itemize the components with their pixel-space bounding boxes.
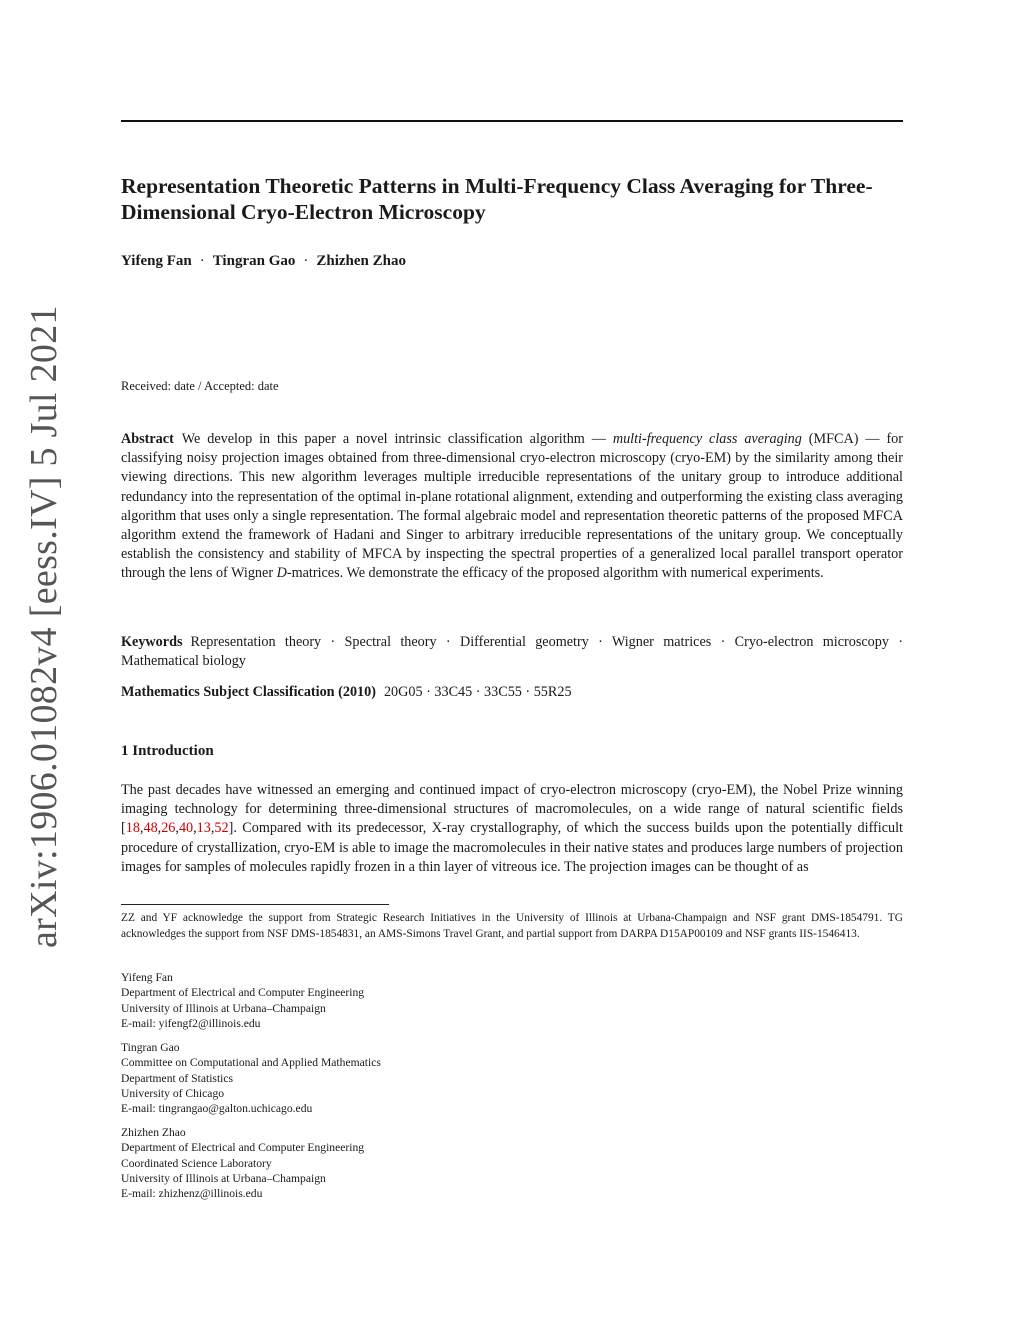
citation-link[interactable]: 13 — [196, 820, 211, 837]
author-separator: · — [303, 253, 309, 269]
author-separator: · — [199, 253, 205, 269]
keywords-label: Keywords — [121, 634, 183, 650]
citation-link[interactable]: 40 — [178, 820, 194, 837]
affiliation-name: Yifeng Fan — [121, 971, 173, 984]
author-name: Tingran Gao — [212, 253, 296, 269]
affiliation-line: University of Illinois at Urbana–Champaign — [121, 1001, 326, 1015]
affiliation-block — [121, 1125, 364, 1201]
affiliation-line: Committee on Computational and Applied Mathematics — [121, 1056, 381, 1070]
intro-text: The past decades have witnessed an emerging and continued impact of cryo-electron microscopy (cryo-EM), the Nobel Prize winning imaging technology for determining three-dimensional structures of macromolecules, on a wide range of natural scientific fields [ — [121, 782, 903, 837]
abstract-label: Abstract — [121, 431, 174, 447]
affiliation-line: Department of Statistics — [121, 1071, 234, 1085]
abstract-emphasis: multi-frequency class averaging — [612, 431, 802, 447]
affiliation-block — [121, 1040, 381, 1116]
funding-footnote: ZZ and YF acknowledge the support from Strategic Research Initiatives in the University of Illinois at Urbana-Champaign and NSF grant DMS-1854791. TG acknowledges the support from NSF DMS-1854831, an AMS-Simons Travel Grant, and partial support from DARPA D15AP00109 and NSF grants IIS-1546413. — [121, 912, 903, 940]
citation-link[interactable]: 18 — [125, 820, 140, 837]
affiliation-email: E-mail: tingrangao@galton.uchicago.edu — [121, 1102, 313, 1116]
affiliation-line: Department of Electrical and Computer Engineering — [121, 1141, 365, 1155]
affiliation-email: E-mail: zhizhenz@illinois.edu — [121, 1187, 263, 1201]
affiliation-email: E-mail: yifengf2@illinois.edu — [121, 1016, 261, 1030]
abstract-text: We develop in this paper a novel intrinsic classification algorithm — — [181, 431, 613, 447]
citation-link[interactable]: 48 — [143, 820, 158, 837]
footnote-rule — [121, 904, 389, 905]
affiliation-line: Department of Electrical and Computer Engineering — [121, 986, 365, 1000]
received-accepted-dates: Received: date / Accepted: date — [121, 379, 279, 393]
author-name: Zhizhen Zhao — [316, 253, 406, 269]
keywords — [121, 633, 903, 671]
abstract-text: (MFCA) — for classifying noisy projection images obtained from three-dimensional cryo-electron microscopy (cryo-EM) by the similarity among their viewing directions. This new algorithm leverages multiple irreducible representations of the unitary group to introduce additional redundancy into the representation of the optimal in-plane rotational alignment, extending and outperforming the existing class averaging algorithm that uses only a single representation. The formal algebraic model and representation theoretic patterns of the proposed MFCA algorithm extend the framework of Hadani and Singer to arbitrary irreducible representations of the unitary group. We conceptually establish the consistency and stability of MFCA by inspecting the spectral properties of a generalized local parallel transport operator through the lens of Wigner — [121, 431, 903, 582]
author-name: Yifeng Fan — [121, 253, 192, 269]
msc-label: Mathematics Subject Classification (2010) — [121, 684, 376, 700]
affiliation-line: Coordinated Science Laboratory — [121, 1156, 272, 1170]
abstract — [121, 430, 903, 584]
abstract-text: -matrices. We demonstrate the efficacy of the proposed algorithm with numerical experiments. — [286, 565, 824, 582]
affiliation-block — [121, 970, 364, 1031]
top-rule — [121, 120, 903, 122]
citation-link[interactable]: 26 — [161, 820, 176, 837]
affiliation-line: University of Illinois at Urbana–Champaign — [121, 1171, 326, 1185]
section-heading-introduction: 1 Introduction — [121, 743, 214, 759]
affiliation-name: Zhizhen Zhao — [121, 1126, 186, 1139]
arxiv-identifier-stamp: arXiv:1906.01082v4 [eess.IV] 5 Jul 2021 — [23, 305, 65, 948]
introduction-paragraph: The past decades have witnessed an emerging and continued impact of cryo-electron microscopy (cryo-EM), the Nobel Prize winning imaging technology for determining three-dimensional structures of macromolecules, on a wide range of natural scientific fields [18,48,26,40,13,52]. Compared with its predecessor, X-ray crystallography, of which the success builds upon the potentially difficult procedure of crystallization, cryo-EM is able to image the macromolecules in their native states and produces large numbers of projection images for samples of molecules rapidly frozen in a thin layer of vitreous ice. The projection images can be thought of as — [121, 782, 903, 875]
subject-classification — [121, 683, 903, 702]
keywords-text: Representation theory · Spectral theory · Differential geometry · Wigner matrices · Cryo-electron microscopy · Mathematical biology — [121, 634, 903, 670]
citation-link[interactable]: 52 — [214, 820, 229, 837]
affiliation-line: University of Chicago — [121, 1086, 225, 1100]
paper-title: Representation Theoretic Patterns in Multi-Frequency Class Averaging for Three-Dimensional Cryo-Electron Microscopy — [121, 174, 873, 224]
intro-text: ]. Compared with its predecessor, X-ray crystallography, of which the success builds upon the potentially difficult procedure of crystallization, cryo-EM is able to image the macromolecules in their native states and produces large numbers of projection images for samples of molecules rapidly frozen in a thin layer of vitreous ice. The projection images can be thought of as — [121, 820, 903, 875]
affiliation-name: Tingran Gao — [121, 1041, 180, 1054]
author-list — [121, 253, 406, 270]
math-symbol: D — [276, 565, 287, 582]
msc-codes: 20G05 · 33C45 · 33C55 · 55R25 — [383, 684, 572, 700]
